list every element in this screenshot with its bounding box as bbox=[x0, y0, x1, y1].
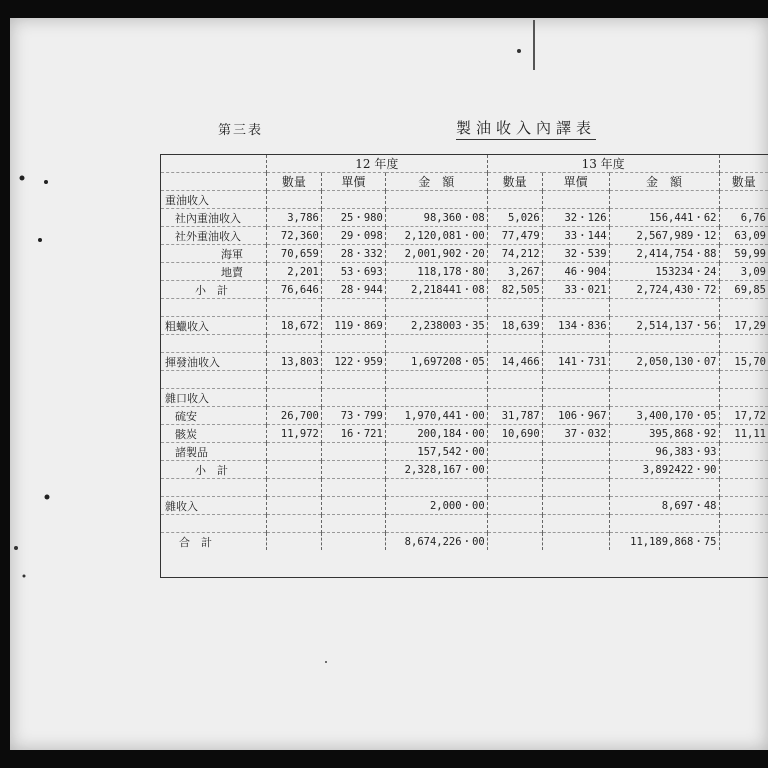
table-cell: 1,970,441・00 bbox=[385, 407, 487, 425]
table-row bbox=[161, 461, 768, 479]
table-cell bbox=[719, 533, 768, 551]
table-cell bbox=[266, 443, 321, 461]
table-cell: 2,414,754・88 bbox=[609, 245, 719, 263]
table-cell bbox=[719, 497, 768, 515]
table-cell bbox=[542, 371, 609, 389]
table-cell: 11,189,868・75 bbox=[609, 533, 719, 551]
table-cell bbox=[321, 191, 385, 209]
row-label bbox=[161, 515, 267, 533]
table-cell: 74,212 bbox=[487, 245, 542, 263]
column-header: 數量 bbox=[719, 173, 768, 191]
table-cell: 122・959 bbox=[321, 353, 385, 371]
table-cell bbox=[266, 299, 321, 317]
table-cell: 1,697208・05 bbox=[385, 353, 487, 371]
table-cell bbox=[385, 335, 487, 353]
table-cell: 96,383・93 bbox=[609, 443, 719, 461]
table-cell bbox=[487, 443, 542, 461]
table-cell bbox=[609, 389, 719, 407]
table-cell: 37・032 bbox=[542, 425, 609, 443]
table-cell: 200,184・00 bbox=[385, 425, 487, 443]
table-cell bbox=[542, 389, 609, 407]
row-label: 小 計 bbox=[161, 461, 267, 479]
table-cell bbox=[266, 479, 321, 497]
table-cell: 28・944 bbox=[321, 281, 385, 299]
table-cell: 25・980 bbox=[321, 209, 385, 227]
table-cell bbox=[266, 461, 321, 479]
table-cell: 98,360・08 bbox=[385, 209, 487, 227]
table-cell: 16・721 bbox=[321, 425, 385, 443]
year-12-header: 12 年度 bbox=[266, 155, 487, 173]
column-header-row bbox=[161, 173, 768, 191]
table-cell bbox=[719, 461, 768, 479]
row-label bbox=[161, 299, 267, 317]
table-row bbox=[161, 479, 768, 497]
column-header: 金 額 bbox=[385, 173, 487, 191]
table-cell bbox=[321, 389, 385, 407]
table-row bbox=[161, 299, 768, 317]
table-cell bbox=[719, 371, 768, 389]
row-label: 合 計 bbox=[161, 533, 267, 551]
table-cell: 6,76 bbox=[719, 209, 768, 227]
table-cell: 13,803 bbox=[266, 353, 321, 371]
table-cell: 15,70 bbox=[719, 353, 768, 371]
table-cell bbox=[487, 389, 542, 407]
year-13-header: 13 年度 bbox=[487, 155, 719, 173]
table-cell: 395,868・92 bbox=[609, 425, 719, 443]
table-row bbox=[161, 281, 768, 299]
table-row bbox=[161, 425, 768, 443]
table-cell: 141・731 bbox=[542, 353, 609, 371]
table-cell bbox=[719, 443, 768, 461]
table-cell bbox=[719, 389, 768, 407]
table-cell bbox=[385, 479, 487, 497]
table-cell bbox=[385, 371, 487, 389]
table-cell: 2,724,430・72 bbox=[609, 281, 719, 299]
table-cell bbox=[487, 479, 542, 497]
page-fold-mark bbox=[533, 20, 535, 70]
table-cell bbox=[266, 389, 321, 407]
table-cell: 153234・24 bbox=[609, 263, 719, 281]
table-cell bbox=[266, 533, 321, 551]
table-row bbox=[161, 497, 768, 515]
table-cell bbox=[487, 497, 542, 515]
table-row bbox=[161, 533, 768, 551]
row-label: 硫安 bbox=[161, 407, 267, 425]
table-cell bbox=[321, 443, 385, 461]
year-14-header bbox=[719, 155, 768, 173]
table-row bbox=[161, 335, 768, 353]
year-header-row bbox=[161, 155, 768, 173]
column-header: 數量 bbox=[487, 173, 542, 191]
table-cell: 76,646 bbox=[266, 281, 321, 299]
table-cell: 72,360 bbox=[266, 227, 321, 245]
table-cell bbox=[542, 299, 609, 317]
table-row bbox=[161, 245, 768, 263]
table-cell: 157,542・00 bbox=[385, 443, 487, 461]
table-row bbox=[161, 443, 768, 461]
table-cell bbox=[719, 515, 768, 533]
table-cell: 69,85 bbox=[719, 281, 768, 299]
column-header: 數量 bbox=[266, 173, 321, 191]
row-label: 粗蠟收入 bbox=[161, 317, 267, 335]
table-cell: 73・799 bbox=[321, 407, 385, 425]
row-label: 雜口收入 bbox=[161, 389, 267, 407]
table-cell: 8,697・48 bbox=[609, 497, 719, 515]
table-cell: 33・144 bbox=[542, 227, 609, 245]
table-cell bbox=[487, 191, 542, 209]
table-cell: 17,72 bbox=[719, 407, 768, 425]
table-cell bbox=[609, 335, 719, 353]
row-label bbox=[161, 371, 267, 389]
table-cell bbox=[321, 497, 385, 515]
table-cell: 53・693 bbox=[321, 263, 385, 281]
row-label: 諸製品 bbox=[161, 443, 267, 461]
table-cell: 119・869 bbox=[321, 317, 385, 335]
table-cell: 3,09 bbox=[719, 263, 768, 281]
table-cell bbox=[542, 461, 609, 479]
table-cell bbox=[321, 461, 385, 479]
table-cell: 11,11 bbox=[719, 425, 768, 443]
table-cell: 33・021 bbox=[542, 281, 609, 299]
table-row bbox=[161, 371, 768, 389]
table-cell bbox=[719, 335, 768, 353]
row-label: 雜收入 bbox=[161, 497, 267, 515]
table-cell: 2,567,989・12 bbox=[609, 227, 719, 245]
table-cell: 2,201 bbox=[266, 263, 321, 281]
table-cell: 2,218441・08 bbox=[385, 281, 487, 299]
table-cell: 29・098 bbox=[321, 227, 385, 245]
table-cell: 82,505 bbox=[487, 281, 542, 299]
table-cell bbox=[487, 533, 542, 551]
table-cell bbox=[487, 371, 542, 389]
table-cell: 2,120,081・00 bbox=[385, 227, 487, 245]
table-cell bbox=[266, 335, 321, 353]
table-row bbox=[161, 515, 768, 533]
table-cell bbox=[487, 461, 542, 479]
table-cell: 8,674,226・00 bbox=[385, 533, 487, 551]
table-cell bbox=[487, 299, 542, 317]
row-label: 海軍 bbox=[161, 245, 267, 263]
table-cell bbox=[609, 371, 719, 389]
table-cell bbox=[542, 335, 609, 353]
table-cell: 2,238003・35 bbox=[385, 317, 487, 335]
corner-cell-2 bbox=[161, 173, 267, 191]
table-cell: 59,99 bbox=[719, 245, 768, 263]
table-cell: 3,786 bbox=[266, 209, 321, 227]
table-cell bbox=[542, 515, 609, 533]
row-label: 社內重油收入 bbox=[161, 209, 267, 227]
table-row bbox=[161, 317, 768, 335]
table-cell bbox=[321, 335, 385, 353]
table-cell bbox=[719, 479, 768, 497]
table-cell: 11,972 bbox=[266, 425, 321, 443]
table-cell: 2,000・00 bbox=[385, 497, 487, 515]
table-cell bbox=[487, 515, 542, 533]
table-cell: 3,267 bbox=[487, 263, 542, 281]
table-cell bbox=[321, 371, 385, 389]
table-cell bbox=[542, 497, 609, 515]
table-cell: 2,001,902・20 bbox=[385, 245, 487, 263]
table-cell: 3,892422・90 bbox=[609, 461, 719, 479]
table-cell bbox=[487, 335, 542, 353]
table-cell bbox=[385, 191, 487, 209]
table-row bbox=[161, 191, 768, 209]
row-label: 骸炭 bbox=[161, 425, 267, 443]
table-cell bbox=[321, 533, 385, 551]
table-cell: 26,700 bbox=[266, 407, 321, 425]
table-number-label: 第三表 bbox=[218, 123, 264, 138]
table-cell bbox=[266, 371, 321, 389]
table-cell bbox=[321, 479, 385, 497]
table-cell: 32・539 bbox=[542, 245, 609, 263]
table-cell: 10,690 bbox=[487, 425, 542, 443]
revenue-table bbox=[160, 154, 768, 550]
table-cell bbox=[609, 515, 719, 533]
table-row bbox=[161, 407, 768, 425]
table-row bbox=[161, 353, 768, 371]
table-cell bbox=[266, 515, 321, 533]
row-label bbox=[161, 479, 267, 497]
table-row bbox=[161, 389, 768, 407]
table-cell bbox=[542, 479, 609, 497]
table-cell: 17,29 bbox=[719, 317, 768, 335]
row-label: 揮發油收入 bbox=[161, 353, 267, 371]
table-row bbox=[161, 263, 768, 281]
row-label bbox=[161, 335, 267, 353]
table-cell: 63,09 bbox=[719, 227, 768, 245]
table-cell bbox=[609, 299, 719, 317]
table-cell: 31,787 bbox=[487, 407, 542, 425]
table-row bbox=[161, 227, 768, 245]
row-label: 小 計 bbox=[161, 281, 267, 299]
column-header: 金 額 bbox=[609, 173, 719, 191]
table-cell: 18,672 bbox=[266, 317, 321, 335]
column-header: 單價 bbox=[542, 173, 609, 191]
table-cell bbox=[719, 191, 768, 209]
table-cell: 106・967 bbox=[542, 407, 609, 425]
table-cell bbox=[719, 299, 768, 317]
table-cell: 28・332 bbox=[321, 245, 385, 263]
table-cell: 46・904 bbox=[542, 263, 609, 281]
table-cell: 18,639 bbox=[487, 317, 542, 335]
table-cell: 2,514,137・56 bbox=[609, 317, 719, 335]
table-cell: 32・126 bbox=[542, 209, 609, 227]
table-cell: 118,178・80 bbox=[385, 263, 487, 281]
row-label: 社外重油收入 bbox=[161, 227, 267, 245]
table-cell: 156,441・62 bbox=[609, 209, 719, 227]
row-label: 地賣 bbox=[161, 263, 267, 281]
table-cell bbox=[542, 191, 609, 209]
table-cell bbox=[266, 191, 321, 209]
table-cell bbox=[385, 515, 487, 533]
column-header: 單價 bbox=[321, 173, 385, 191]
table-cell: 5,026 bbox=[487, 209, 542, 227]
table-cell: 77,479 bbox=[487, 227, 542, 245]
table-cell bbox=[266, 497, 321, 515]
table-cell: 2,328,167・00 bbox=[385, 461, 487, 479]
table-cell bbox=[321, 299, 385, 317]
table-cell: 70,659 bbox=[266, 245, 321, 263]
table-cell bbox=[385, 299, 487, 317]
table-cell bbox=[609, 479, 719, 497]
table-cell: 2,050,130・07 bbox=[609, 353, 719, 371]
table-cell bbox=[542, 533, 609, 551]
table-cell bbox=[321, 515, 385, 533]
row-label: 重油收入 bbox=[161, 191, 267, 209]
table-cell bbox=[542, 443, 609, 461]
page-title: 製油收入內譯表 bbox=[456, 117, 596, 140]
table-row bbox=[161, 209, 768, 227]
table-cell: 14,466 bbox=[487, 353, 542, 371]
table-cell: 134・836 bbox=[542, 317, 609, 335]
corner-cell bbox=[161, 155, 267, 173]
table-cell: 3,400,170・05 bbox=[609, 407, 719, 425]
table-body bbox=[161, 191, 768, 551]
table-cell bbox=[385, 389, 487, 407]
table-cell bbox=[609, 191, 719, 209]
